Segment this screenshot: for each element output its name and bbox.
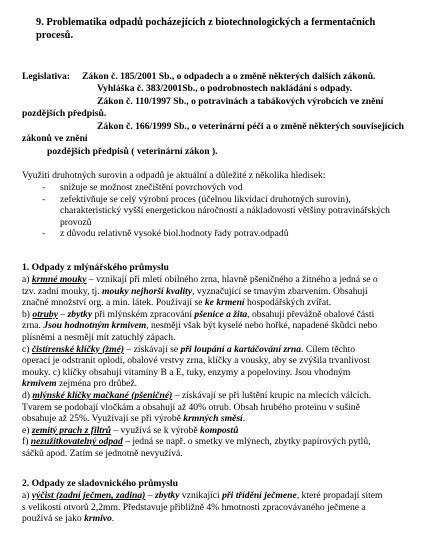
item-a-line1: a) krmné mouky – vznikají při mletí obilného zrna, hlavně pšeničného a žitného a jedná se o: [22, 274, 378, 285]
section2-body: [22, 490, 422, 525]
section2-title: 2. Odpady ze sladovnického průmyslu: [22, 478, 178, 489]
legislation-law-110: Zákon č. 110/1997 Sb., o potravinách a tabákových výrobcích ve znění: [97, 96, 384, 107]
section1-body: [22, 274, 422, 460]
bullet-item: [42, 182, 422, 194]
bullet-text-biological-value: z důvodu relativně vysoké biol.hodnoty řady potrav.odpadů: [60, 228, 289, 240]
bullet-text-surface-water: snižuje se možnost znečištění povrchových vod: [60, 182, 243, 193]
item-d-line1: d) mlýnské klíčky mačkané (pšeničné) – získávají se při luštění krupic na mlecích válcích.: [22, 389, 372, 401]
legislation-decree-383: Vyhláška č. 383/2001Sb., o podrobnostech nakládání s odpady.: [97, 83, 353, 94]
term-zemity-prach: zemitý prach z filtrů: [31, 424, 112, 436]
legislation-law-166-cont1: zákonů ve znění: [22, 133, 88, 144]
item-c-line3: mouky. c) klíčky obsahují vitamíny B a E, tuky, enzymy a popeloviny. Jsou vhodným: [22, 366, 351, 378]
s2-item-a-line1: a) výčist (zadní ječmen, zadina) – zbytky vznikající při třídění ječmene, které propadají sítem: [22, 490, 383, 501]
chapter-heading-line1: 9. Problematika odpadů pocházejících z biotechnologických a fermentačních: [36, 17, 376, 28]
bullet-marker: -: [42, 228, 46, 240]
item-f-line1: f) nezužitkovatelný odpad – jedná se např. o smetky ve mlýnech, zbytky papírových pytlů,: [22, 436, 371, 448]
legislation-label: Legislativa:: [22, 71, 70, 82]
bullet-text-efficiency-1: zefektivňuje se celý výrobní proces (účelnou likvidací druhotných surovin),: [60, 193, 351, 205]
item-d-line2: Tvarem se podobají vločkám a obsahují až 40% otrub. Obsah hrubého proteinu v sušině: [22, 401, 360, 413]
bullet-item: [42, 228, 422, 240]
item-a-line2: tzv. zadní mouky, tj. mouky nejhorší kvality, vyznačující se tmavým zbarvením. Obsahují: [22, 285, 368, 297]
intro-sentence: Využití druhotných surovin a odpadů je aktuální a důležité z několika hledisek:: [22, 170, 326, 181]
term-nezuzitkovatelny-odpad: nezužitkovatelný odpad: [30, 436, 123, 448]
term-krmne-mouky: krmné mouky: [31, 274, 87, 285]
legislation-law-110-cont: pozdějších předpisů.: [22, 108, 107, 119]
item-b-line3: plísněmi a nesmějí mít zatuchlý zápach.: [22, 331, 176, 343]
bullet-list: [42, 182, 422, 240]
item-d-line3: obsahuje až 25%. Využívají se při výrobě krmných směsí.: [22, 413, 246, 425]
term-vycist: výčist (zadní ječmen, zadina): [31, 490, 146, 501]
bullet-text-efficiency-3: provozů: [60, 216, 92, 228]
section1-title: 1. Odpady z mlýnářského průmyslu: [22, 262, 169, 273]
item-b-line2: zrna. Jsou hodnotným krmivem, nesmějí však být kyselé nebo hořké, napadené škůdci nebo: [22, 320, 378, 332]
item-c-line2: operací je odstranit oplodí, obalové vrstvy zrna, klíčky a vousky, aby se zvýšila trvanlivost: [22, 355, 370, 367]
item-f-line2: sáčků apod. Zatím se jednotně nevyužívá.: [22, 447, 183, 459]
item-a-line3: značné množství org. a min. látek. Používají se ke krmení hospodářských zvířat.: [22, 297, 332, 309]
term-mlynske-klicky: mlýnské klíčky mačkané (pšeničné): [32, 389, 173, 401]
legislation-law-166-cont2: pozdějších předpisů ( veterinární zákon ).: [47, 146, 218, 157]
s2-item-a-line3: používá se jako krmivo.: [22, 513, 115, 525]
item-e-line1: e) zemitý prach z filtrů – využívá se k výrobě kompostů: [22, 424, 239, 436]
chapter-heading-line2: procesů.: [36, 30, 74, 41]
item-c-line4: krmivem zejména pro drůbež.: [22, 378, 138, 390]
item-b-line1: b) otruby – zbytky při mlýnském zpracování pšenice a žita, obsahují převážně obalové části: [22, 308, 375, 320]
bullet-marker: -: [42, 182, 46, 193]
item-c-line1: c) čistírenské klíčky (žmé) – získávají se při loupání a kartáčování zrna. Cílem těchto: [22, 343, 356, 355]
legislation-law-166: Zákon č. 166/1999 Sb., o veterinární péči a o změně některých souvisejících: [97, 121, 404, 132]
bullet-item: [42, 194, 422, 229]
bullet-marker: -: [42, 193, 46, 205]
bullet-text-efficiency-2: charakteristický vyšší energetickou náročností a nákladovostí většiny potravinářských: [60, 205, 390, 217]
legislation-law-185: Zákon č. 185/2001 Sb., o odpadech a o změně některých dalších zákonů.: [82, 71, 376, 82]
term-otruby: otruby: [32, 308, 58, 320]
term-cistirenske-klicky: čistírenské klíčky (žmé): [31, 343, 125, 355]
s2-item-a-line2: s velikostí otvorů 2,2mm. Představuje přibližně 4% hmotnosti zpracovávaného ječmene a: [22, 501, 366, 513]
